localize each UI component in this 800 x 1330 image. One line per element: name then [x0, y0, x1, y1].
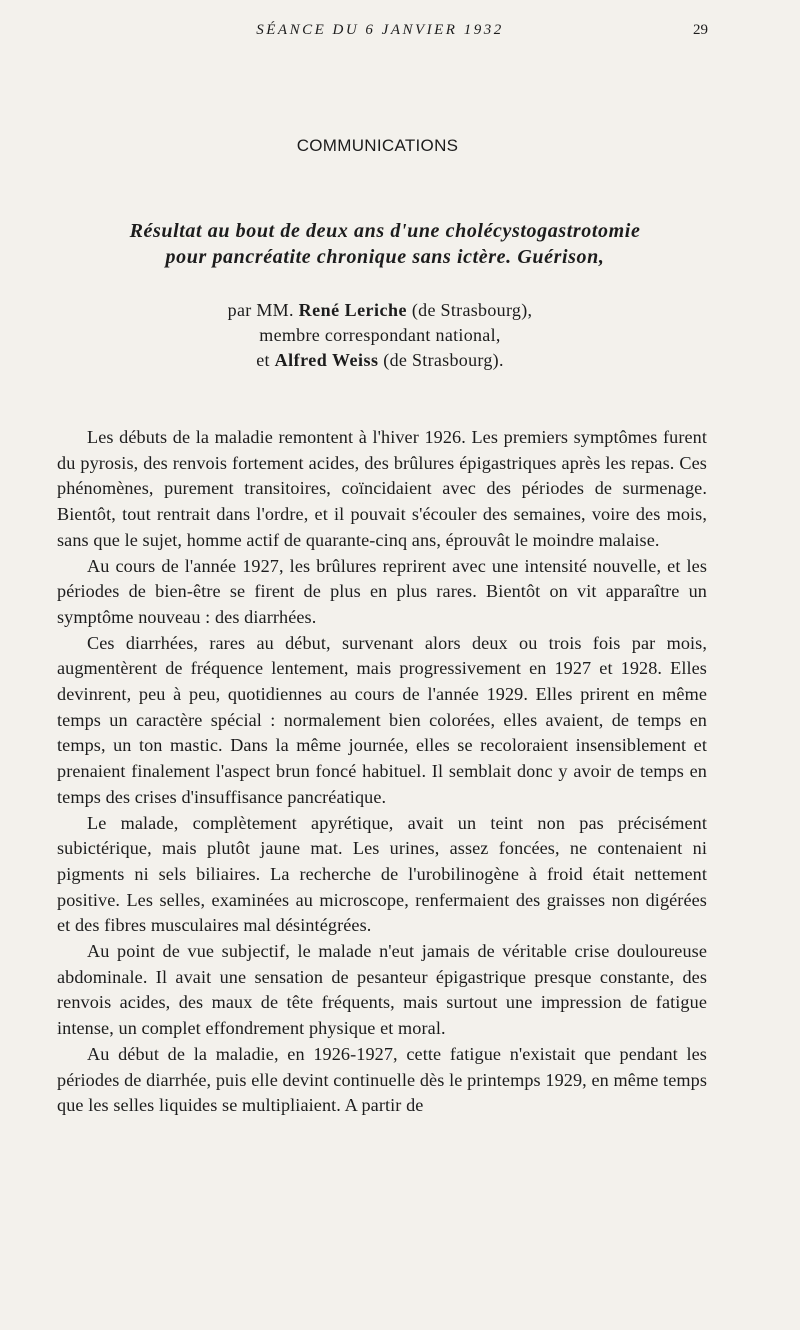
author-block: [0, 298, 760, 373]
article-body: [57, 425, 707, 1119]
author-2-name: Alfred Weiss: [274, 350, 379, 370]
author-1-affiliation: (de Strasbourg),: [411, 300, 533, 320]
paragraph: Au point de vue subjectif, le malade n'eut jamais de véritable crise douloureuse abdominale. Il avait une sensation de pesanteur épigastrique presque constante, des renvois acides, des maux de tête fréquents, mais surtout une impression de fatigue intense, un complet effondrement physique et moral.: [57, 941, 707, 1039]
article-title-line-1: Résultat au bout de deux ans d'une cholécystogastrotomie: [129, 220, 641, 242]
author-2-affiliation: (de Strasbourg).: [383, 350, 504, 370]
author-prefix: par MM.: [227, 300, 294, 320]
running-title: SÉANCE DU 6 JANVIER 1932: [256, 22, 504, 38]
paragraph: Le malade, complètement apyrétique, avait un teint non pas précisément subictérique, mais plutôt jaune mat. Les urines, assez foncées, ne contenaient ni pigments ni sels biliaires. La recherche de l'urobilinogène à froid était nettement positive. Les selles, examinées au microscope, renfermaient des graisses non digérées et des fibres musculaires mal désintégrées.: [57, 812, 707, 936]
paragraph: Au cours de l'année 1927, les brûlures reprirent avec une intensité nouvelle, et les périodes de bien-être se firent de plus en plus rares. Bientôt on vit apparaître un symptôme nouveau : des diarrhées.: [57, 555, 707, 627]
author-conjunction: et: [256, 350, 270, 370]
paragraph: Les débuts de la maladie remontent à l'hiver 1926. Les premiers symptômes furent du pyrosis, des renvois fortement acides, des brûlures épigastriques après les repas. Ces phénomènes, purement transitoires, coïncidaient avec des périodes de surmenage. Bientôt, tout rentrait dans l'ordre, et il pouvait s'écouler des semaines, voire des mois, sans que le sujet, homme actif de quarante-cinq ans, éprouvât le moindre malaise.: [57, 427, 707, 550]
article-title: [0, 218, 770, 270]
running-head: [0, 22, 800, 44]
paragraph: Au début de la maladie, en 1926-1927, cette fatigue n'existait que pendant les périodes de diarrhée, puis elle devint continuelle dès le printemps 1929, en même temps que les selles liquides se multipliaient. A partir de: [57, 1043, 707, 1116]
author-line-3: [0, 348, 760, 373]
author-line-1: [0, 298, 760, 323]
author-line-2: membre correspondant national,: [259, 325, 501, 345]
article-title-line-2: pour pancréatite chronique sans ictère. Guérison,: [165, 246, 605, 268]
section-heading: COMMUNICATIONS: [296, 136, 459, 155]
page-number: 29: [693, 22, 708, 38]
paragraph: Ces diarrhées, rares au début, survenant alors deux ou trois fois par mois, augmentèrent de fréquence lentement, mais progressivement en 1927 et 1928. Elles devinrent, peu à peu, quotidiennes au cours de l'année 1929. Elles prirent en même temps un caractère spécial : normalement bien colorées, elles avaient, de temps en temps, un ton mastic. Dans la même journée, elles se recoloraient insensiblement et prenaient finalement l'aspect brun foncé habituel. Il semblait donc y avoir de temps en temps des crises d'insuffisance pancréatique.: [57, 632, 707, 807]
author-1-name: René Leriche: [298, 300, 408, 320]
